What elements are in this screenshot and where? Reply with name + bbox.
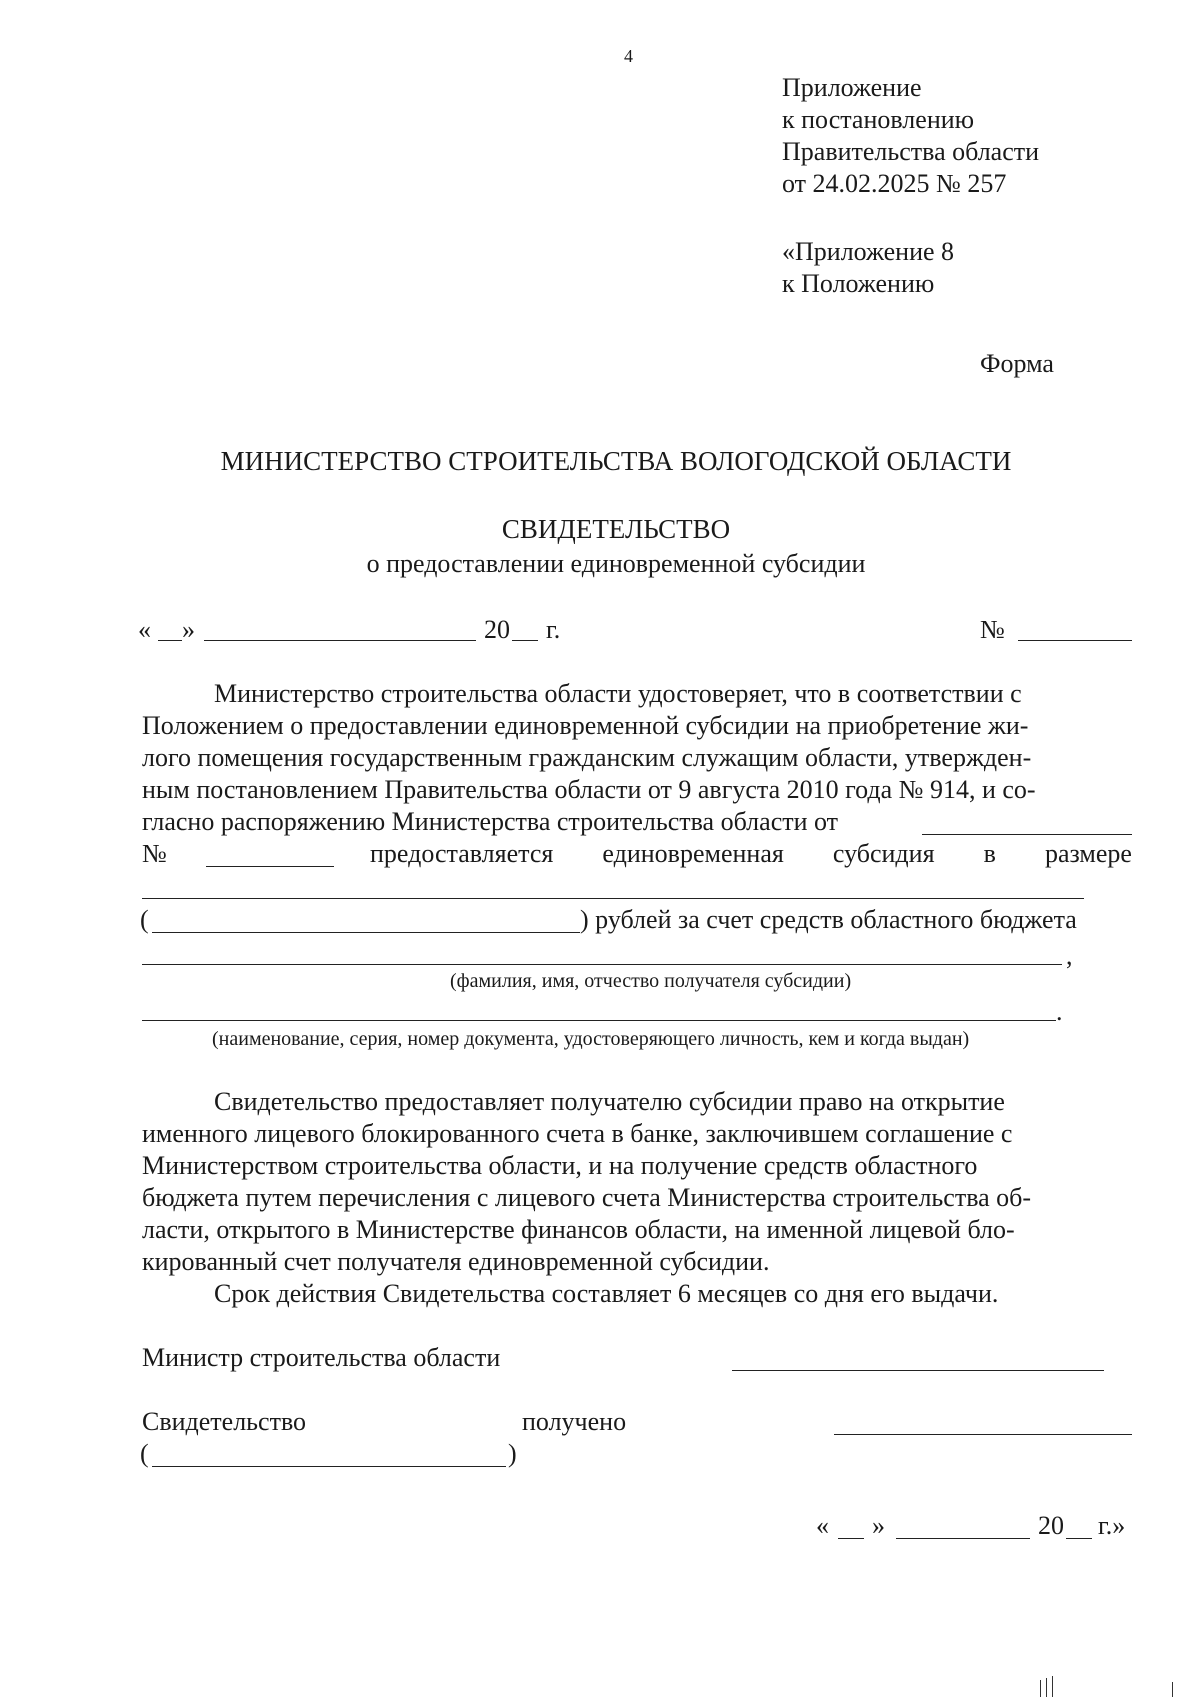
- amount-digits-blank: [152, 932, 580, 933]
- day-blank: [158, 640, 182, 641]
- received-word: Свидетельство: [142, 1407, 307, 1436]
- amount-text: ) рублей за счет средств областного бюджета: [580, 905, 1077, 934]
- rights-line: Министерством строительства области, и на получение средств областного: [142, 1151, 978, 1180]
- number-sign: №: [980, 615, 1005, 644]
- final-close-quote: »: [872, 1511, 885, 1540]
- header-line: от 24.02.2025 № 257: [782, 169, 1007, 198]
- grant-row: [0, 838, 1200, 870]
- certificate-number-blank: [1018, 640, 1132, 641]
- grant-word: размере: [1044, 839, 1132, 868]
- appendix-line: «Приложение 8: [782, 237, 955, 266]
- body-line: Министерство строительства области удостоверяет, что в соответствии с: [214, 679, 1022, 708]
- identity-doc-blank: [142, 1020, 1056, 1021]
- amount-open-paren: (: [140, 905, 149, 934]
- body-line: гласно распоряжению Министерства строительства области от: [142, 807, 839, 836]
- body-line: лого помещения государственным гражданским служащим области, утвержден-: [142, 743, 1032, 772]
- received-word: получено: [522, 1407, 627, 1436]
- year-blank: [512, 640, 538, 641]
- minister-label: Министр строительства области: [142, 1343, 501, 1372]
- final-year-blank: [1066, 1538, 1092, 1539]
- appendix-line: к Положению: [782, 269, 935, 298]
- year-prefix: 20: [484, 615, 510, 644]
- scan-artifact: [1052, 1676, 1053, 1697]
- rights-line: Свидетельство предоставляет получателю субсидии право на открытие: [214, 1087, 1005, 1116]
- form-label: Форма: [980, 349, 1054, 378]
- receiver-name-blank: [152, 1466, 506, 1467]
- grant-word: предоставляется: [370, 839, 554, 868]
- scan-artifact: [1046, 1678, 1047, 1697]
- final-day-blank: [838, 1538, 864, 1539]
- rights-line: кированный счет получателя единовременной субсидии.: [142, 1247, 770, 1276]
- scan-artifact: [1172, 1682, 1173, 1697]
- header-line: Правительства области: [782, 137, 1040, 166]
- final-year-prefix: 20: [1038, 1511, 1064, 1540]
- year-suffix: г.: [546, 615, 561, 644]
- recipient-name-blank: [142, 964, 1062, 965]
- body-line: Положением о предоставлении единовременной субсидии на приобретение жи-: [142, 711, 1029, 740]
- final-month-blank: [896, 1538, 1030, 1539]
- recipient-end-mark: ,: [1066, 941, 1073, 970]
- scan-artifact: [1040, 1680, 1041, 1697]
- receiver-close-paren: ): [508, 1439, 517, 1468]
- identity-caption: (наименование, серия, номер документа, удостоверяющего личность, кем и когда выдан): [212, 1028, 970, 1050]
- date-close-quote: »: [182, 615, 195, 644]
- amount-words-blank: [142, 898, 1084, 899]
- order-number-blank: [206, 866, 334, 867]
- grant-word: единовременная: [602, 839, 784, 868]
- rights-line: именного лицевого блокированного счета в банке, заключившем соглашение с: [142, 1119, 1013, 1148]
- header-line: к постановлению: [782, 105, 975, 134]
- body-line: ным постановлением Правительства области от 9 августа 2010 года № 914, и со-: [142, 775, 1036, 804]
- identity-end-mark: .: [1056, 997, 1063, 1026]
- rights-line: ласти, открытого в Министерстве финансов области, на именной лицевой бло-: [142, 1215, 1015, 1244]
- rights-line: бюджета путем перечисления с лицевого счета Министерства строительства об-: [142, 1183, 1032, 1212]
- document-subtitle: о предоставлении единовременной субсидии: [366, 549, 866, 578]
- receiver-open-paren: (: [140, 1439, 149, 1468]
- order-date-blank: [922, 834, 1132, 835]
- validity-line: Срок действия Свидетельства составляет 6 месяцев со дня его выдачи.: [214, 1279, 999, 1308]
- order-number-sign: №: [142, 839, 167, 868]
- ministry-title: МИНИСТЕРСТВО СТРОИТЕЛЬСТВА ВОЛОГОДСКОЙ ОБЛАСТИ: [220, 446, 1012, 476]
- grant-word: в: [983, 839, 996, 868]
- receiver-signature-blank: [834, 1434, 1132, 1435]
- final-open-quote: «: [816, 1511, 829, 1540]
- grant-word: субсидия: [832, 839, 935, 868]
- date-open-quote: «: [138, 615, 151, 644]
- recipient-caption: (фамилия, имя, отчество получателя субсидии): [450, 970, 852, 992]
- page-number: 4: [624, 46, 633, 66]
- header-line: Приложение: [782, 73, 922, 102]
- minister-signature-blank: [732, 1370, 1104, 1371]
- document-title: СВИДЕТЕЛЬСТВО: [501, 514, 731, 544]
- month-blank: [204, 640, 476, 641]
- final-year-suffix: г.»: [1098, 1511, 1126, 1540]
